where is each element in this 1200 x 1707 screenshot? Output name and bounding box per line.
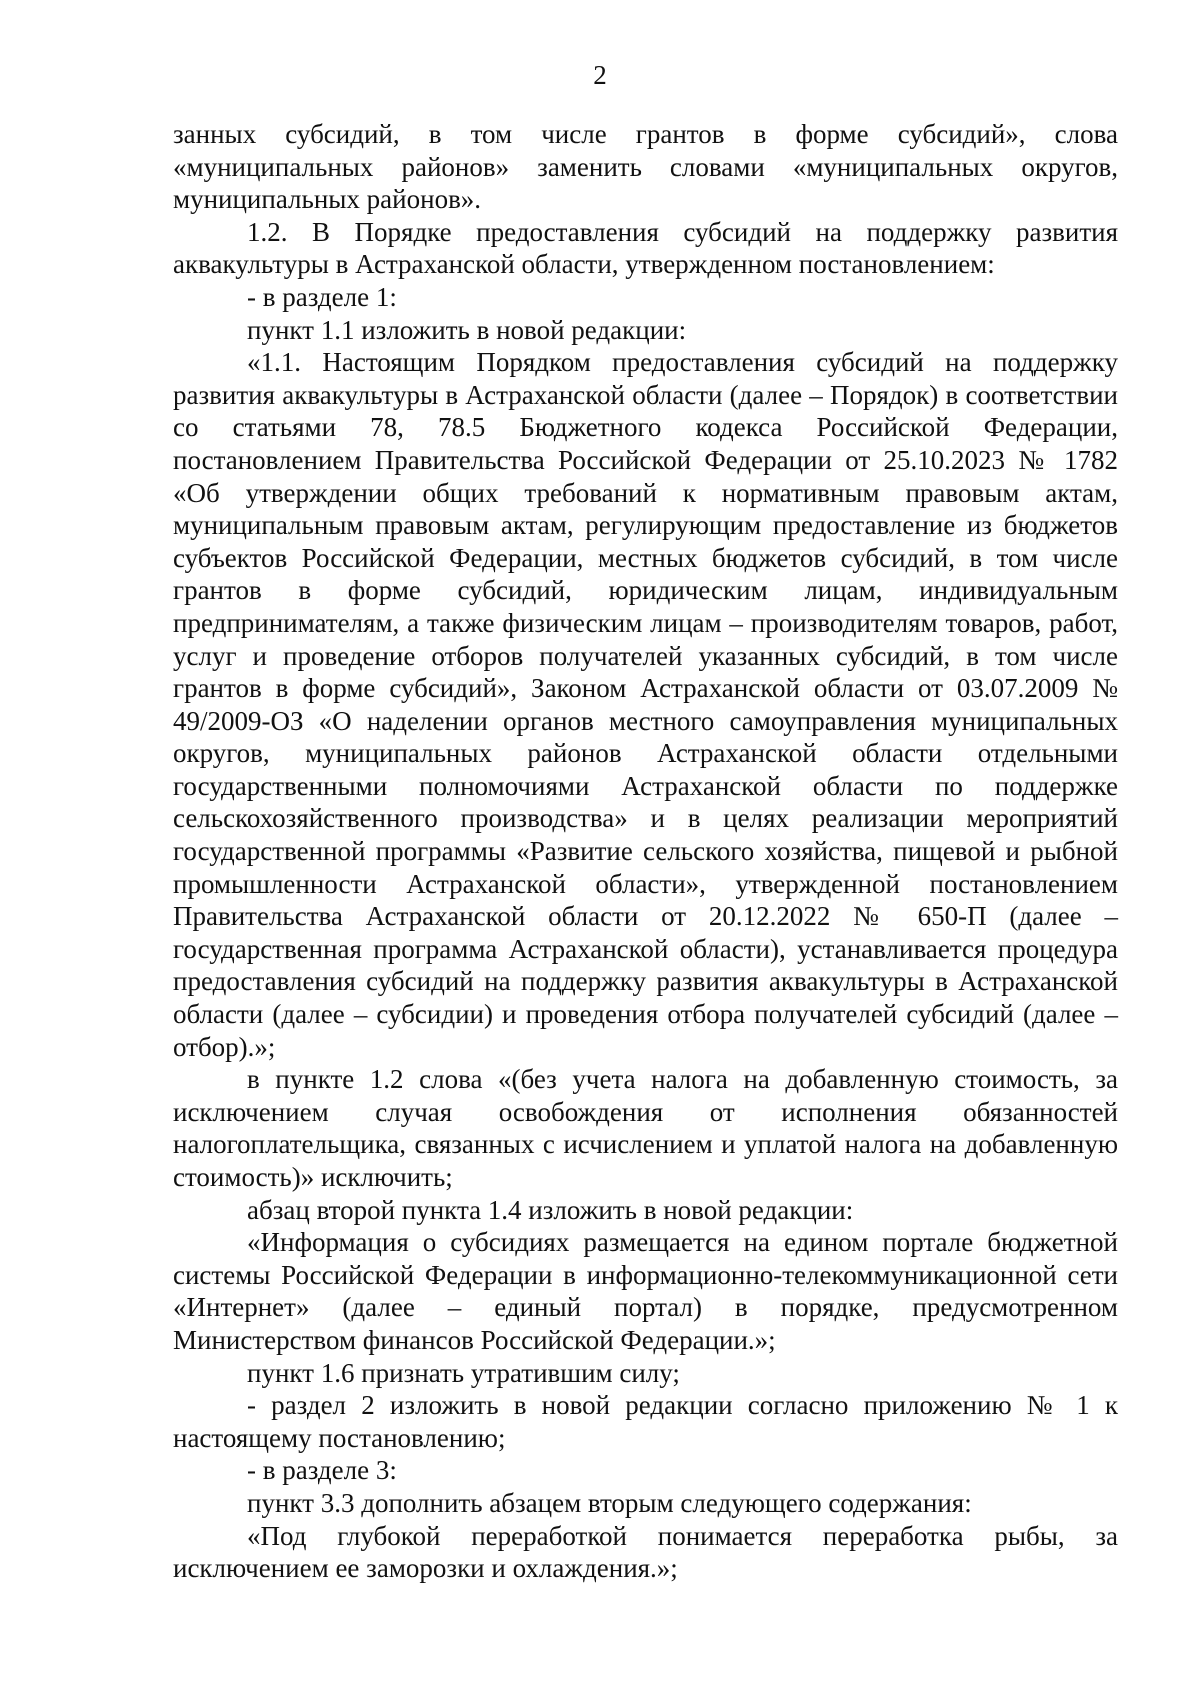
paragraph: 1.2. В Порядке предоставления субсидий на поддержку развития аквакультуры в Астраханской области, утвержденном постановлением: xyxy=(173,216,1118,280)
paragraph: абзац второй пункта 1.4 изложить в новой редакции: xyxy=(247,1194,854,1225)
paragraph: - в разделе 3: xyxy=(247,1455,397,1486)
paragraph: пункт 1.1 изложить в новой редакции: xyxy=(247,314,687,345)
document-body xyxy=(173,118,1118,1585)
page-number: 2 xyxy=(593,60,607,90)
paragraph: пункт 1.6 признать утратившим силу; xyxy=(247,1357,680,1388)
paragraph: - в разделе 1: xyxy=(247,281,397,312)
paragraph: «1.1. Настоящим Порядком предоставления субсидий на поддержку развития аквакультуры в Астраханской области (далее – Порядок) в соответствии со статьями 78, 78.5 Бюджетного кодекса Российской Федерации, постановлением Правительства Российской Федерации от 25.10.2023 № 1782 «Об утверждении общих требований к нормативным правовым актам, муниципальным правовым актам, регулирующим предоставление из бюджетов субъектов Российской Федерации, местных бюджетов субсидий, в том числе грантов в форме субсидий, юридическим лицам, индивидуальным предпринимателям, а также физическим лицам – производителям товаров, работ, услуг и проведение отборов получателей указанных субсидий, в том числе грантов в форме субсидий», Законом Астраханской области от 03.07.2009 № 49/2009-ОЗ «О наделении органов местного самоуправления муниципальных округов, муниципальных районов Астраханской области отдельными государственными полномочиями Астраханской области по поддержке сельскохозяйственного производства» и в целях реализации мероприятий государственной программы «Развитие сельского хозяйства, пищевой и рыбной промышленности Астраханской области», утвержденной постановлением Правительства Астраханской области от 20.12.2022 № 650-П (далее – государственная программа Астраханской области), устанавливается процедура предоставления субсидий на поддержку развития аквакультуры в Астраханской области (далее – субсидии) и проведения отбора получателей субсидий (далее – отбор).»; xyxy=(173,347,1118,1062)
paragraph: «Информация о субсидиях размещается на едином портале бюджетной системы Российской Федерации в информационно-телекоммуникационной сети «Интернет» (далее – единый портал) в порядке, предусмотренном Министерством финансов Российской Федерации.»; xyxy=(173,1227,1118,1355)
paragraph: пункт 3.3 дополнить абзацем вторым следующего содержания: xyxy=(247,1487,972,1518)
paragraph: - раздел 2 изложить в новой редакции согласно приложению № 1 к настоящему постановлению; xyxy=(173,1390,1118,1453)
paragraph: занных субсидий, в том числе грантов в форме субсидий», слова «муниципальных районов» заменить словами «муниципальных округов, муниципальных районов». xyxy=(173,119,1118,215)
paragraph: «Под глубокой переработкой понимается переработка рыбы, за исключением ее заморозки и охлаждения.»; xyxy=(173,1520,1118,1584)
paragraph: в пункте 1.2 слова «(без учета налога на добавленную стоимость, за исключением случая освобождения от исполнения обязанностей налогоплательщика, связанных с исчислением и уплатой налога на добавленную стоимость)» исключить; xyxy=(173,1064,1118,1192)
